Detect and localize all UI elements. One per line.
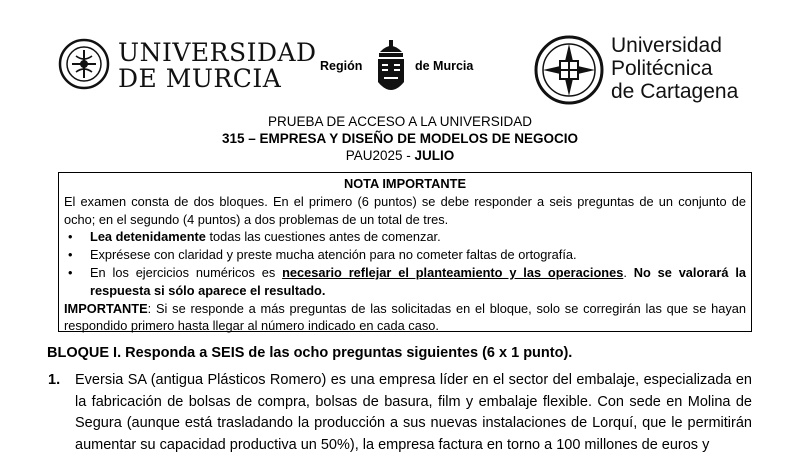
um-line1: UNIVERSIDAD bbox=[118, 38, 317, 67]
region-right-text: de Murcia bbox=[415, 59, 474, 73]
note-important-text: : Si se responde a más preguntas de las solicitadas en el bloque, solo se corregirán las que se hayan respondido primero hasta llegar al número indicado en cada caso. bbox=[64, 300, 746, 334]
note-b2: Exprésese con claridad y preste mucha atención para no cometer faltas de ortografía. bbox=[90, 247, 577, 263]
exam-session bbox=[0, 147, 800, 164]
question-1-text: Eversia SA (antigua Plásticos Romero) es una empresa líder en el sector del embalaje, especializada en la fabricación de bolsas de compra, bolsas de basura, film y embalaje flexible. Con sede en Molina de Segura (aunque está trasladando la producción a sus nuevas instalaciones de Lorquí, que le permitirán aumentar su capacidad productiva un 50%), la empresa factura en torno a 100 millones de euros y bbox=[75, 372, 752, 453]
upct-line2: Politécnica bbox=[611, 57, 713, 80]
note-bullet-3 bbox=[64, 264, 746, 300]
bullet-icon: • bbox=[68, 264, 73, 280]
upct-line1: Universidad bbox=[611, 34, 722, 57]
note-heading: NOTA IMPORTANTE bbox=[343, 176, 467, 191]
block-1-title: BLOQUE I. Responda a SEIS de las ocho preguntas siguientes (6 x 1 punto). bbox=[47, 345, 573, 361]
note-b1-bold: Lea detenidamente bbox=[90, 229, 206, 245]
question-1 bbox=[48, 370, 752, 456]
upct-line3: de Cartagena bbox=[611, 80, 739, 103]
region-crest-icon bbox=[372, 38, 410, 100]
note-bullet-1 bbox=[64, 228, 746, 246]
um-wordmark bbox=[118, 40, 317, 92]
note-bullet-2 bbox=[64, 246, 746, 264]
upct-logo bbox=[533, 34, 773, 106]
note-important bbox=[64, 300, 746, 336]
exam-title-line1: PRUEBA DE ACCESO A LA UNIVERSIDAD bbox=[267, 114, 533, 129]
region-left-text: Región bbox=[320, 59, 363, 73]
upct-wordmark bbox=[611, 34, 738, 103]
note-b3-underline: necesario reflejar el planteamiento y las operaciones bbox=[282, 264, 624, 280]
exam-subject-title: 315 – EMPRESA Y DISEÑO DE MODELOS DE NEGOCIO bbox=[221, 131, 579, 146]
um-line2: DE MURCIA bbox=[118, 64, 282, 93]
bullet-icon: • bbox=[68, 247, 73, 263]
upct-seal-icon bbox=[533, 34, 605, 106]
exam-session-prefix: PAU2025 - bbox=[345, 148, 415, 163]
note-intro: El examen consta de dos bloques. En el primero (6 puntos) se debe responder a seis preguntas de un conjunto de ocho; en el segundo (4 puntos) a dos problemas de un total de tres. bbox=[64, 193, 746, 227]
region-de-murcia-logo bbox=[320, 38, 480, 100]
universidad-de-murcia-logo bbox=[58, 36, 317, 96]
note-important-label: IMPORTANTE bbox=[64, 300, 148, 316]
note-b1-rest: todas las cuestiones antes de comenzar. bbox=[205, 229, 441, 245]
note-b3-pre: En los ejercicios numéricos es bbox=[90, 264, 283, 280]
page-header bbox=[0, 0, 800, 112]
question-1-number: 1. bbox=[48, 372, 61, 388]
note-b3-bold: No se valorará la respuesta si sólo aparece el resultado. bbox=[90, 264, 747, 298]
exam-session-month: JULIO bbox=[414, 148, 455, 163]
exam-titles bbox=[0, 113, 800, 164]
note-b3-mid: . bbox=[623, 264, 634, 280]
um-seal-icon bbox=[58, 36, 110, 92]
bullet-icon: • bbox=[68, 229, 73, 245]
important-note-box bbox=[58, 172, 752, 332]
